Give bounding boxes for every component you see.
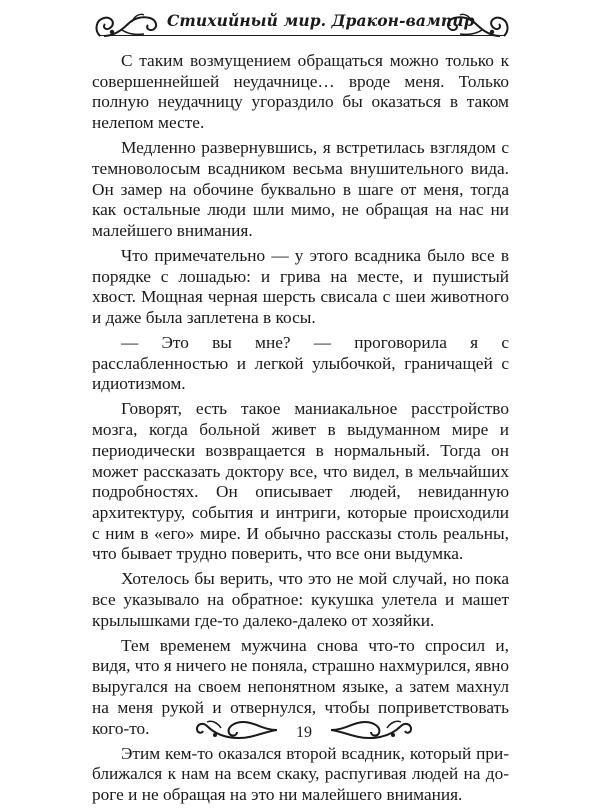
page-number: 19 bbox=[296, 724, 312, 741]
paragraph: С таким возмущением обращаться можно только к совершеннейшей неудачнице… вроде меня. Только полную неудачницу угораздило бы оказаться в таком нелепом месте. bbox=[92, 51, 509, 133]
paragraph: Тем временем мужчина снова что-то спросил и, видя, что я ничего не поняла, страшно нахмурился, явно выругался на своем непонятном языке, а затем махнул на меня рукой и отвернулся, чтобы поприветствовать кого-то. bbox=[92, 635, 509, 738]
paragraph: Хотелось бы верить, что это не мой случай, но пока все указывало на обратное: кукушка улетела и машет крылышками где-то далеко-далеко от хозяйки. bbox=[92, 569, 509, 630]
paragraph: Что примечательно — у этого всадника было все в порядке с лошадью: и грива на месте, и пушистый хвост. Мощная черная шерсть свисала с шеи животного и даже была заплетена в косы. bbox=[92, 245, 509, 328]
page-footer bbox=[193, 714, 415, 748]
right-flourish-ornament-icon bbox=[442, 10, 512, 38]
paragraph: Этим кем-то оказался второй всадник, который приближался к нам на всем скаку, распугивая людей на дороге и не обращая на это ни малейшего внимания. bbox=[92, 743, 509, 804]
footer-right-flourish-icon bbox=[329, 716, 415, 742]
paragraph: Говорят, есть такое маниакальное расстройство мозга, когда больной живет в выдуманном мире и периодически возвращается в нормальный. Тогда он может рассказать доктору все, что видел, в мельчайших подробностях. Он описывает людей, невиданную архитектуру, события и интриги, которые происходили с ним в «его» мире. И обычно рассказы столь реальны, что бывает трудно поверить, что все они выдумка. bbox=[92, 399, 509, 564]
paragraph: Медленно развернувшись, я встретилась взглядом с темноволосым всадником весьма внушительного вида. Он замер на обочине буквально в шаге от меня, тогда как остальные люди шли мимо, не обращая на нас ни малейшего внимания. bbox=[92, 138, 509, 240]
running-header bbox=[92, 6, 512, 46]
left-flourish-ornament-icon bbox=[92, 10, 162, 38]
header-title: Стихийный мир. Дракон-вампир bbox=[167, 11, 475, 30]
body-text bbox=[92, 51, 509, 810]
paragraph: — Это вы мне? — проговорила я с расслабленностью и легкой улыбочкой, граничащей с идиотизмом. bbox=[92, 333, 509, 394]
